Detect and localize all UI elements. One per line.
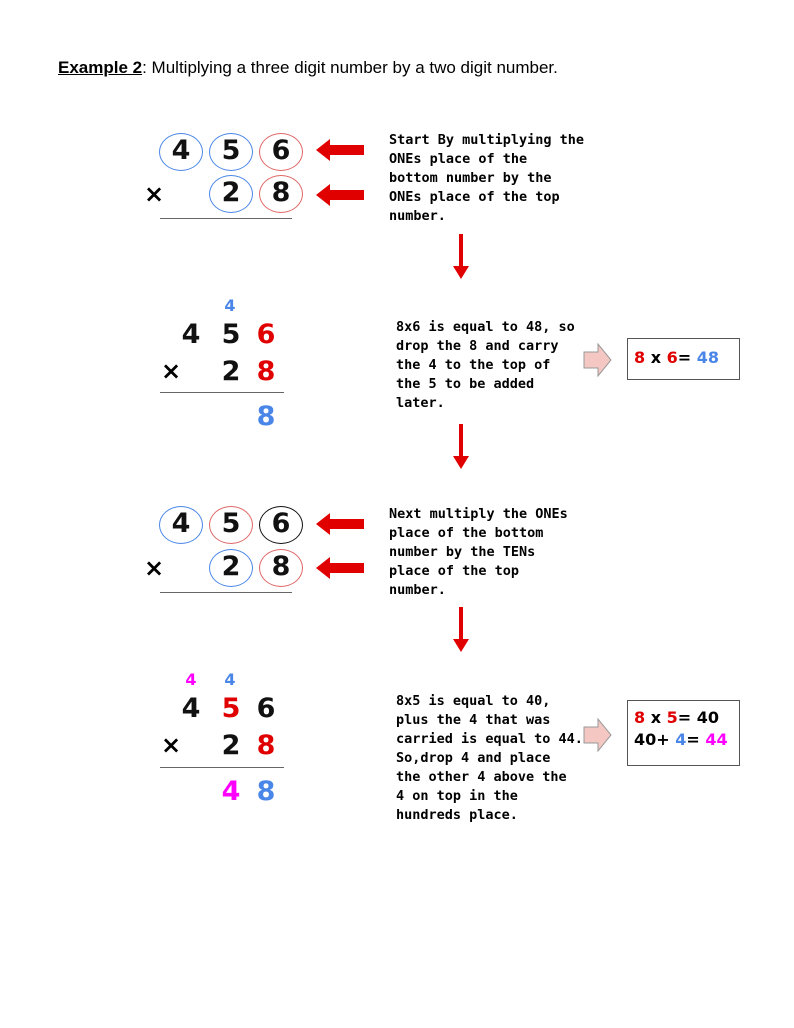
carry-digit-hundreds: 4 bbox=[185, 670, 197, 689]
left-arrow-icon bbox=[316, 184, 366, 206]
result-digit-ones: 8 bbox=[256, 401, 276, 432]
left-arrow-icon bbox=[316, 139, 366, 161]
calc-factor: 6 bbox=[666, 348, 678, 367]
result-digit-tens: 4 bbox=[221, 776, 241, 807]
top-digit-hundreds: 4 bbox=[171, 508, 191, 539]
top-digit-ones: 6 bbox=[271, 508, 291, 539]
carry-digit-tens: 4 bbox=[224, 670, 236, 689]
note-line: the 4 to the top of bbox=[396, 357, 551, 373]
calc-factor: 8 bbox=[634, 348, 646, 367]
answer-line bbox=[160, 218, 292, 219]
bottom-digit-tens: 2 bbox=[221, 177, 241, 208]
result-digit-ones: 8 bbox=[256, 776, 276, 807]
heading-label: Example 2 bbox=[58, 58, 143, 77]
top-digit-ones: 6 bbox=[256, 693, 276, 724]
multiply-sign: × bbox=[160, 357, 182, 385]
bottom-digit-ones: 8 bbox=[271, 177, 291, 208]
note-line: hundreds place. bbox=[396, 807, 518, 823]
bottom-digit-ones: 8 bbox=[256, 730, 276, 761]
top-digit-hundreds: 4 bbox=[171, 135, 191, 166]
calc-op: x bbox=[645, 348, 667, 367]
note-line: Start By multiplying the bbox=[389, 132, 585, 148]
right-arrow-icon bbox=[583, 718, 613, 752]
multiply-sign: × bbox=[143, 554, 165, 582]
note-line: carried is equal to 44. bbox=[396, 731, 583, 747]
bottom-digit-ones: 8 bbox=[256, 356, 276, 387]
note-line: 8x6 is equal to 48, so bbox=[396, 319, 575, 335]
calc-addend: 40+ bbox=[634, 730, 676, 749]
note-line: plus the 4 that was bbox=[396, 712, 551, 728]
calc-carry: 4 bbox=[675, 730, 687, 749]
bottom-digit-tens: 2 bbox=[221, 356, 241, 387]
top-digit-hundreds: 4 bbox=[181, 319, 201, 350]
note-line: ONEs place of the top bbox=[389, 189, 560, 205]
calc-equals: = bbox=[686, 730, 706, 749]
bottom-digit-tens: 2 bbox=[221, 551, 241, 582]
note-line: Next multiply the ONEs bbox=[389, 506, 568, 522]
step-4-calc-box bbox=[627, 700, 740, 766]
step-2-note bbox=[396, 318, 596, 413]
calc-op: x bbox=[645, 708, 667, 727]
calc-line bbox=[634, 707, 733, 729]
calc-result: 44 bbox=[705, 730, 728, 749]
carry-digit: 4 bbox=[224, 296, 236, 315]
note-line: the 5 to be added bbox=[396, 376, 535, 392]
heading-text: : Multiplying a three digit number by a two digit number. bbox=[142, 58, 558, 77]
page-heading bbox=[58, 58, 558, 78]
bottom-digit-ones: 8 bbox=[271, 551, 291, 582]
note-line: 4 on top in the bbox=[396, 788, 518, 804]
down-arrow-icon bbox=[453, 234, 469, 280]
multiply-sign: × bbox=[143, 180, 165, 208]
calc-result: 48 bbox=[696, 348, 719, 367]
step-1-note bbox=[389, 131, 589, 226]
calc-line bbox=[634, 729, 733, 751]
note-line: number. bbox=[389, 582, 446, 598]
note-line: drop the 8 and carry bbox=[396, 338, 559, 354]
note-line: So,drop 4 and place bbox=[396, 750, 551, 766]
multiply-sign: × bbox=[160, 731, 182, 759]
left-arrow-icon bbox=[316, 557, 366, 579]
down-arrow-icon bbox=[453, 607, 469, 653]
answer-line bbox=[160, 767, 284, 768]
top-digit-tens: 5 bbox=[221, 135, 241, 166]
step-4-note bbox=[396, 692, 596, 825]
note-line: place of the top bbox=[389, 563, 520, 579]
step-3-note bbox=[389, 505, 589, 600]
note-line: the other 4 above the bbox=[396, 769, 567, 785]
down-arrow-icon bbox=[453, 424, 469, 470]
top-digit-tens: 5 bbox=[221, 693, 241, 724]
note-line: number. bbox=[389, 208, 446, 224]
top-digit-ones: 6 bbox=[271, 135, 291, 166]
note-line: ONEs place of the bbox=[389, 151, 528, 167]
note-line: 8x5 is equal to 40, bbox=[396, 693, 551, 709]
calc-equals: = bbox=[677, 348, 697, 367]
note-line: place of the bottom bbox=[389, 525, 544, 541]
note-line: later. bbox=[396, 395, 445, 411]
bottom-digit-tens: 2 bbox=[221, 730, 241, 761]
note-line: bottom number by the bbox=[389, 170, 552, 186]
top-digit-tens: 5 bbox=[221, 508, 241, 539]
step-2-calc-box bbox=[627, 338, 740, 380]
right-arrow-icon bbox=[583, 343, 613, 377]
calc-factor: 8 bbox=[634, 708, 646, 727]
note-line: number by the TENs bbox=[389, 544, 536, 560]
calc-equals: = 40 bbox=[677, 708, 719, 727]
calc-factor: 5 bbox=[666, 708, 678, 727]
answer-line bbox=[160, 392, 284, 393]
top-digit-ones: 6 bbox=[256, 319, 276, 350]
left-arrow-icon bbox=[316, 513, 366, 535]
top-digit-tens: 5 bbox=[221, 319, 241, 350]
top-digit-hundreds: 4 bbox=[181, 693, 201, 724]
answer-line bbox=[160, 592, 292, 593]
